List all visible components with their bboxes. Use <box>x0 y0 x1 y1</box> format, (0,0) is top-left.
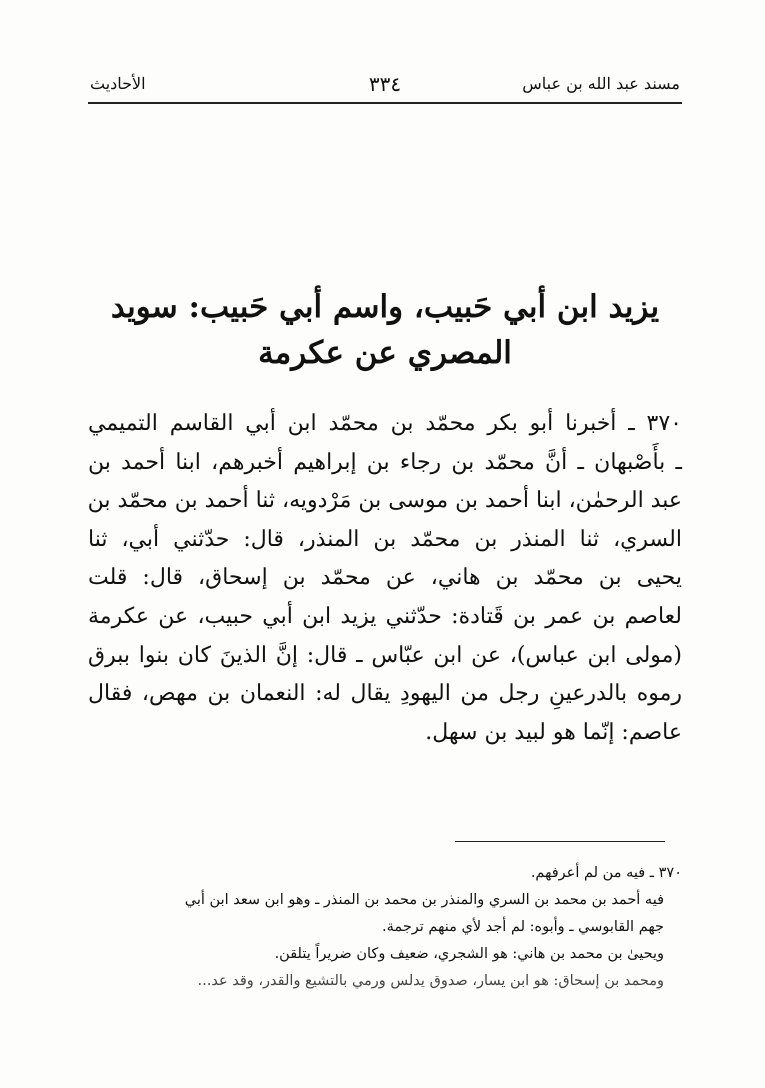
footnote-line: ٣٧٠ ـ فيه من لم أعرفهم. <box>530 865 682 881</box>
header-divider <box>88 102 682 104</box>
chapter-title-line-2: المصري عن عكرمة <box>258 335 512 371</box>
page-header <box>90 72 680 100</box>
page-number: ٣٣٤ <box>368 72 402 96</box>
footnotes <box>88 860 682 995</box>
hadith-line: عاصم: إنّما هو لبيد بن سهل. <box>425 719 682 745</box>
book-title: مسند عبد الله بن عباس <box>522 74 680 93</box>
footnote-line: فيه أحمد بن محمد بن السري والمنذر بن محمد بن المنذر ـ وهو ابن سعد ابن أبي <box>184 892 664 908</box>
hadith-line: ٣٧٠ ـ أخبرنا أبو بكر محمّد بن محمّد ابن أبي القاسم التميمي <box>88 411 682 436</box>
footnote-line: ويحيىٰ بن محمد بن هاني: هو الشجري، ضعيف وكان ضريراً يتلقن. <box>274 946 664 962</box>
hadith-line: (مولى ابن عباس)، عن ابن عبّاس ـ قال: إنَّ الذينَ كان بنوا ببرق <box>88 642 682 668</box>
footnote-line: جهم القابوسي ـ وأبوه: لم أجد لأي منهم ترجمة. <box>382 919 664 935</box>
hadith-line: السري، ثنا المنذر بن محمّد بن المنذر، قال: حدّثني أبي، ثنا <box>88 526 682 552</box>
footnote-line: ومحمد بن إسحاق: هو ابن يسار، صدوق يدلس ورمي بالتشيع والقدر، وقد عد... <box>197 973 664 989</box>
hadith-line: لعاصم بن عمر بن قَتادة: حدّثني يزيد ابن أبي حبيب، عن عكرمة <box>88 603 682 629</box>
hadith-line: رموه بالدرعينِ رجل من اليهودِ يقال له: النعمان بن مهص، فقال <box>88 681 682 707</box>
hadith-line: ـ بأَصْبهان ـ أنَّ محمّد بن رجاء بن إبراهيم أخبرهم، ابنا أحمد بن <box>88 449 682 475</box>
section-name: الأحاديث <box>90 74 146 93</box>
chapter-title-line-1: يزيد ابن أبي حَبيب، واسم أبي حَبيب: سويد <box>110 289 660 325</box>
hadith-line: عبد الرحمٰن، ابنا أحمد بن موسى بن مَرْدويه، ثنا أحمد بن محمّد بن <box>87 488 682 514</box>
chapter-title <box>100 284 670 376</box>
hadith-text <box>88 405 682 752</box>
footnote-divider <box>455 841 665 842</box>
hadith-line: يحيى بن محمّد بن هاني، عن محمّد بن إسحاق، قال: قلت <box>88 565 682 591</box>
